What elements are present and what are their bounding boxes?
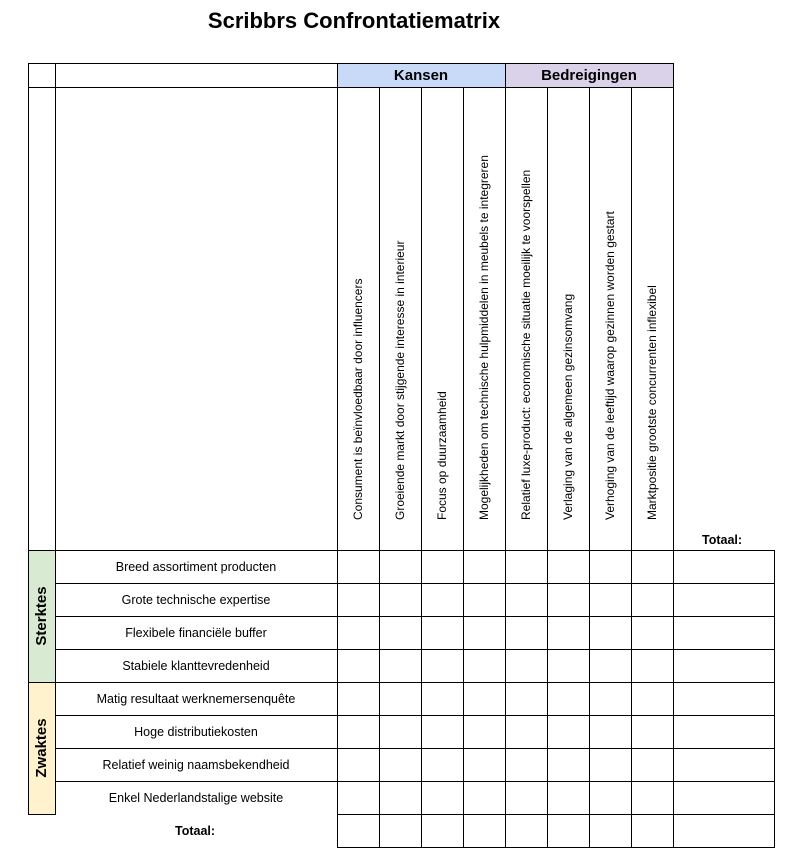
kansen-header: Kansen bbox=[337, 63, 505, 87]
grid-line bbox=[28, 87, 674, 88]
zwakte-factor: Matig resultaat werknemersenquête bbox=[96, 691, 296, 706]
sterkte-factor: Flexibele financiële buffer bbox=[125, 625, 267, 640]
sterkte-factor: Stabiele klanttevredenheid bbox=[122, 658, 270, 673]
grid-line bbox=[55, 649, 775, 650]
grid-line bbox=[774, 550, 775, 848]
kansen-factor: Focus op duurzaamheid bbox=[435, 391, 449, 520]
grid-line bbox=[337, 847, 775, 848]
bedreigingen-factor: Relatief luxe-product: economische situatie moeilijk te voorspellen bbox=[519, 169, 533, 520]
grid-line bbox=[547, 87, 548, 848]
grid-line bbox=[631, 87, 632, 848]
kansen-factor: Groeiende markt door stijgende interesse in interieur bbox=[393, 240, 407, 520]
grid-line bbox=[421, 87, 422, 848]
sterkte-factor: Grote technische expertise bbox=[121, 592, 271, 607]
bedreigingen-header: Bedreigingen bbox=[505, 63, 673, 87]
grid-line bbox=[337, 814, 775, 815]
grid-line bbox=[55, 616, 775, 617]
totaal-column-label: Totaal: bbox=[702, 533, 743, 547]
grid-line bbox=[505, 63, 506, 848]
zwaktes-label: Zwaktes bbox=[32, 718, 50, 778]
bedreigingen-factor: Verhoging van de leeftijd waarop gezinnen worden gestart bbox=[603, 211, 617, 520]
grid-line bbox=[673, 63, 674, 848]
bedreigingen-factor: Verlaging van de algemeen gezinsomvang bbox=[561, 293, 575, 520]
kansen-factor: Mogelijkheden om technische hulpmiddelen in meubels te integreren bbox=[477, 155, 491, 520]
grid-line bbox=[28, 814, 56, 815]
zwakte-factor: Relatief weinig naamsbekendheid bbox=[102, 757, 290, 772]
grid-line bbox=[55, 583, 775, 584]
grid-line bbox=[589, 87, 590, 848]
grid-line bbox=[55, 715, 775, 716]
grid-line bbox=[28, 682, 775, 683]
grid-line bbox=[28, 63, 674, 64]
grid-line bbox=[55, 748, 775, 749]
grid-line bbox=[55, 63, 56, 815]
totaal-row-label: Totaal: bbox=[175, 824, 216, 838]
sterktes-label: Sterktes bbox=[32, 586, 50, 646]
grid-line bbox=[463, 87, 464, 848]
zwakte-factor: Enkel Nederlandstalige website bbox=[108, 790, 284, 805]
kansen-factor: Consument is beïnvloedbaar door influencers bbox=[351, 278, 365, 520]
grid-line bbox=[379, 87, 380, 848]
grid-line bbox=[337, 63, 338, 848]
zwakte-factor: Hoge distributiekosten bbox=[134, 724, 258, 739]
page-title: Scribbrs Confrontatiematrix bbox=[207, 8, 501, 33]
bedreigingen-factor: Marktpositie grootste concurrenten inflexibel bbox=[645, 285, 659, 520]
sterkte-factor: Breed assortiment producten bbox=[115, 559, 277, 574]
grid-line bbox=[28, 63, 29, 815]
grid-line bbox=[28, 550, 775, 551]
grid-line bbox=[55, 781, 775, 782]
